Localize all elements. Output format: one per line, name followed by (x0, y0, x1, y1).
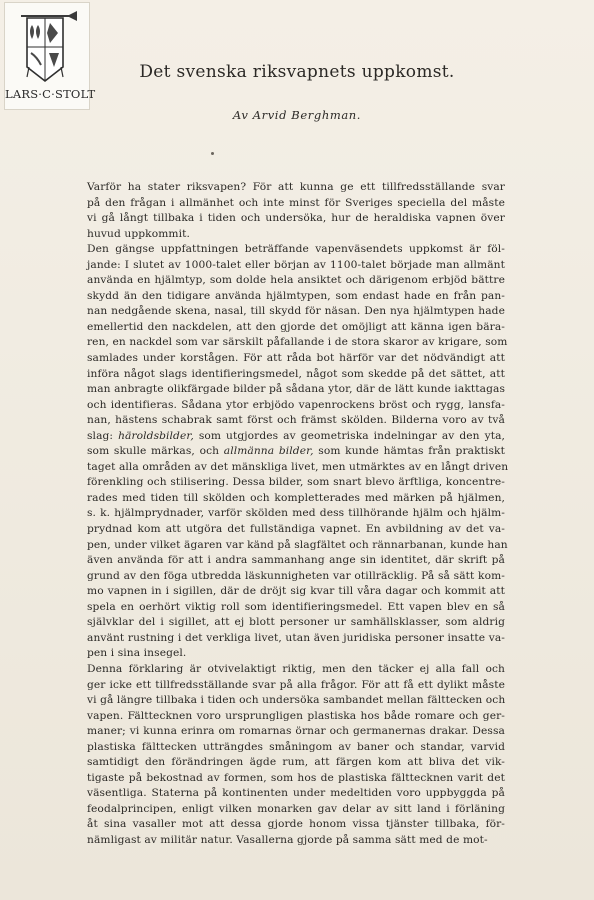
paragraph-1 (87, 179, 505, 241)
text-line: s. k. hjälmprydnader, varför skölden med dess tillhörande hjälm och hjälm- (87, 506, 505, 520)
text-line: införa något slags identifieringsmedel, något som skedde på det sättet, att (87, 366, 505, 380)
text-line: använda en hjälmtyp, som dolde hela ansiktet och därigenom erbjöd bättre (87, 273, 505, 287)
text-line: nan nedgående skena, nasal, till skydd för näsan. Den nya hjälmtypen hade (87, 304, 505, 318)
text-line: man anbragte olikfärgade bilder på sådana ytor, där de lätt kunde iakttagas (87, 382, 505, 396)
paragraph-2 (87, 241, 509, 661)
text-line: vapen. Fälttecknen voro ursprungligen plastiska hos både romare och ger- (87, 708, 505, 722)
text-line: vi gå långt tillbaka i tiden och undersöka, hur de heraldiska vapnen över (87, 211, 505, 225)
text-line: även använda för att i andra sammanhang ange sin identitet, där skrift på (87, 553, 505, 567)
text-line: och identifieras. Sådana ytor erbjödo vapenrockens bröst och rygg, lansfa- (87, 397, 505, 411)
text-line: taget alla områden av det mänskliga livet, men utmärktes av en långt driven (87, 459, 509, 473)
stamp-owner-name: LARS·C·STOLT (5, 87, 96, 101)
text-line: huvud uppkommit. (87, 226, 190, 240)
text-line: använt rustning i det verkliga livet, utan även juridiska personer insatte va- (87, 630, 505, 644)
text-line: samtidigt den förändringen ägde rum, att färgen kom att bliva det vik- (87, 755, 505, 769)
paragraph-3 (87, 661, 505, 848)
text-line: åt sina vasaller mot att dessa gjorde honom vissa tjänster tillbaka, för- (87, 817, 505, 831)
text-line: rades med tiden till skölden och kompletterades med märken på hjälmen, (87, 490, 505, 504)
text-line: ren, en nackdel som var särskilt påfallande i de stora skaror av krigare, som (87, 335, 508, 349)
text-line: självklar del i sigillet, att ej blott personer ur samhällsklasser, som aldrig (87, 615, 505, 629)
text-line: förenkling och stilisering. Dessa bilder, som snart blevo ärftliga, koncentre- (87, 475, 505, 489)
text-line: nan, hästens schabrak samt först och främst skölden. Bilderna voro av två (87, 413, 505, 427)
text-line: feodalprincipen, enligt vilken monarken gav delar av sitt land i förläning (87, 801, 505, 815)
text-line: prydnad kom att utgöra det fullständiga vapnet. En avbildning av det va- (87, 522, 505, 536)
ex-libris-stamp (4, 2, 96, 110)
separator-dot (211, 152, 214, 155)
text-line: jande: I slutet av 1000-talet eller början av 1100-talet började man allmänt (87, 257, 505, 271)
text-line: ger icke ett tillfredsställande svar på alla frågor. För att få ett dylikt måste (87, 677, 505, 691)
text-line: Den gängse uppfattningen beträffande vapenväsendets uppkomst är föl- (87, 242, 505, 256)
text-line: väsentliga. Staterna på kontinenten under medeltiden voro uppbyggda på (87, 786, 505, 800)
text-line: plastiska fälttecken utträngdes småningom av baner och standar, varvid (87, 739, 505, 753)
text-line: skydd än den tidigare använda hjälmtypen, som endast hade en från pan- (87, 288, 505, 302)
text-line: spela en oerhört viktig roll som identifieringsmedel. Ett vapen blev en så (87, 599, 505, 613)
text-line: samlades under korstågen. För att råda bot härför var det nödvändigt att (87, 351, 505, 365)
text-line: som skulle märkas, och allmänna bilder, som kunde hämtas från praktiskt (87, 444, 505, 458)
text-line: nämligast av militär natur. Vasallerna gjorde på samma sätt med de mot- (87, 832, 488, 846)
text-line: emellertid den nackdelen, att den gjorde det omöjligt att känna igen bära- (87, 319, 505, 333)
article-title: Det svenska riksvapnets uppkomst. (139, 62, 455, 82)
text-line: vi gå längre tillbaka i tiden och undersöka sambandet mellan fälttecken och (87, 693, 506, 707)
text-line: mo vapnen in i sigillen, där de dröjt sig kvar till våra dagar och kommit att (87, 584, 505, 598)
text-line: pen, under vilket ägaren var känd på slagfältet och rännarbanan, kunde han (87, 537, 508, 551)
article-author: Av Arvid Berghman. (232, 108, 362, 122)
text-line: pen i sina insegel. (87, 646, 187, 660)
text-line: maner; vi kunna erinra om romarnas örnar och germanernas drakar. Dessa (87, 724, 505, 738)
text-line: slag: häroldsbilder, som utgjordes av geometriska indelningar av den yta, (87, 428, 505, 442)
text-line: grund av den föga utbredda läskunnigheten var otillräcklig. På så sätt kom- (87, 568, 505, 582)
text-line: på den frågan i allmänhet och inte minst för Sveriges speciella del måste (87, 195, 505, 209)
text-line: Denna förklaring är otvivelaktigt riktig, men den täcker ej alla fall och (87, 661, 505, 675)
text-line: Varför ha stater riksvapen? För att kunna ge ett tillfredsställande svar (87, 180, 505, 193)
article-body (87, 179, 509, 848)
text-line: tigaste på bekostnad av formen, som hos de plastiska fälttecknen varit det (87, 770, 505, 784)
